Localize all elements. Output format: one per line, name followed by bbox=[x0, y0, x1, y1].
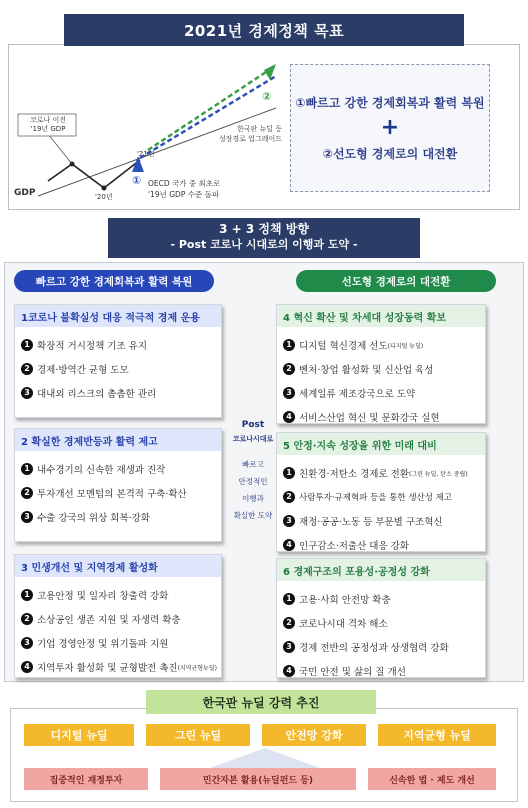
list-item: 3 대내외 리스크의 촘촘한 관리 bbox=[21, 381, 221, 405]
card-head: 2 확실한 경제반등과 활력 제고 bbox=[15, 429, 221, 451]
list-item: 2 소상공인 생존 지원 및 자생력 확충 bbox=[21, 607, 221, 631]
goal-1: ①빠르고 강한 경제회복과 활력 복원 bbox=[295, 96, 485, 110]
new-deal-digital: 디지털 뉴딜 bbox=[24, 724, 134, 746]
list-item: 4 서비스산업 혁신 및 문화강국 실현 bbox=[283, 405, 485, 429]
card-head: 6 경제구조의 포용성·공정성 강화 bbox=[277, 559, 485, 581]
post-sub-label: 코로나시대로 bbox=[232, 435, 274, 443]
list-item: 2 벤처·창업 활성화 및 신산업 육성 bbox=[283, 357, 485, 381]
list-item: 3 재정·공공·노동 등 부문별 구조혁신 bbox=[283, 509, 485, 533]
list-item: 3 수출 강국의 위상 회복·강화 bbox=[21, 505, 221, 529]
up-arrow-icon bbox=[210, 748, 320, 768]
list-item: 1 내수경기의 신속한 재생과 진작 bbox=[21, 457, 221, 481]
policy-card-2 bbox=[14, 428, 222, 542]
year-2021-label: '21년 bbox=[137, 150, 155, 158]
goal-2: ②선도형 경제로의 대전환 bbox=[322, 147, 458, 161]
list-item: 2 코로나시대 격차 해소 bbox=[283, 611, 485, 635]
card-head: 3 민생개선 및 지역경제 활성화 bbox=[15, 555, 221, 577]
oecd-annotation: OECD 국가 중 최초로 '19년 GDP 수준 돌파 bbox=[148, 179, 221, 199]
card-head: 4 혁신 확산 및 차세대 성장동력 확보 bbox=[277, 305, 485, 327]
post-line: 이행과 bbox=[242, 494, 264, 503]
policy-title-line1: 3 + 3 정책 방향 bbox=[219, 222, 309, 236]
new-deal-title: 한국판 뉴딜 강력 추진 bbox=[146, 690, 376, 714]
post-corona-column bbox=[226, 418, 280, 524]
marker-1: ① bbox=[132, 174, 142, 187]
post-label: Post bbox=[241, 420, 265, 430]
policy-card-1 bbox=[14, 304, 222, 418]
gdp-line bbox=[48, 160, 140, 188]
page-title: 2021년 경제정책 목표 bbox=[64, 14, 464, 46]
card-head: 5 안정·지속 성장을 위한 미래 대비 bbox=[277, 433, 485, 455]
list-item: 1 확장적 거시정책 기조 유지 bbox=[21, 333, 221, 357]
marker-2: ② bbox=[262, 90, 272, 103]
support-legal-reform: 신속한 법 · 제도 개선 bbox=[368, 768, 496, 790]
upgrade-annotation: 한국판 뉴딜 등 성장경로 업그레이드 bbox=[218, 125, 282, 143]
list-item: 3 경제 전반의 공정성과 상생협력 강화 bbox=[283, 635, 485, 659]
card-head: 1코로나 불확실성 대응 적극적 경제 운용 bbox=[15, 305, 221, 327]
plus-icon: + bbox=[380, 115, 400, 140]
list-item: 1 고용안정 및 일자리 창출력 강화 bbox=[21, 583, 221, 607]
list-item: 2 경제·방역간 균형 도모 bbox=[21, 357, 221, 381]
policy-card-3 bbox=[14, 554, 222, 678]
list-item: 2 사람투자·규제혁파 등을 통한 생산성 제고 bbox=[283, 485, 485, 509]
left-column-head: 빠르고 강한 경제회복과 활력 복원 bbox=[14, 270, 214, 292]
support-fiscal: 집중적인 재정투자 bbox=[24, 768, 148, 790]
list-item: 4 인구감소·저출산 대응 강화 bbox=[283, 533, 485, 557]
year-2020-label: '20년 bbox=[95, 193, 113, 201]
post-line: 빠르고 bbox=[242, 460, 264, 469]
new-deal-green: 그린 뉴딜 bbox=[146, 724, 250, 746]
new-deal-safety-net: 안전망 강화 bbox=[262, 724, 366, 746]
list-item: 1 고용·사회 안전망 확충 bbox=[283, 587, 485, 611]
list-item: 2 투자개선 모멘텀의 본격적 구축·확산 bbox=[21, 481, 221, 505]
gdp-axis-label: GDP bbox=[14, 188, 36, 198]
list-item: 3 세계일류 제조강국으로 도약 bbox=[283, 381, 485, 405]
2020-point bbox=[102, 186, 107, 191]
list-item: 1 친환경·저탄소 경제로 전환 (그린 뉴딜, 탄소 중립) bbox=[283, 461, 485, 485]
new-deal-regional: 지역균형 뉴딜 bbox=[378, 724, 496, 746]
list-item: 1 디지털 혁신경제 선도 (디지털 뉴딜) bbox=[283, 333, 485, 357]
callout-line bbox=[48, 134, 72, 164]
support-arrow bbox=[150, 748, 380, 768]
list-item: 4 국민 안전 및 삶의 질 개선 bbox=[283, 659, 485, 683]
post-line: 안정적인 bbox=[238, 477, 268, 486]
pre-corona-label: 코로나 이전 '19년 GDP bbox=[29, 116, 67, 133]
goal-box bbox=[290, 64, 490, 192]
blue-dashed-arrow bbox=[140, 76, 276, 158]
policy-card-4 bbox=[276, 304, 486, 424]
post-line: 확실한 도약 bbox=[233, 511, 273, 520]
policy-card-6 bbox=[276, 558, 486, 678]
list-item: 3 기업 경영안정 및 위기돌파 지원 bbox=[21, 631, 221, 655]
policy-card-5 bbox=[276, 432, 486, 552]
list-item: 4 지역투자 활성화 및 균형발전 촉진 (지역균형뉴딜) bbox=[21, 655, 221, 679]
support-private-capital: 민간자본 활용(뉴딜펀드 등) bbox=[160, 768, 356, 790]
right-column-head: 선도형 경제로의 대전환 bbox=[296, 270, 496, 292]
policy-title-line2: - Post 코로나 시대로의 이행과 도약 - bbox=[170, 238, 358, 251]
policy-direction-title bbox=[108, 218, 420, 258]
